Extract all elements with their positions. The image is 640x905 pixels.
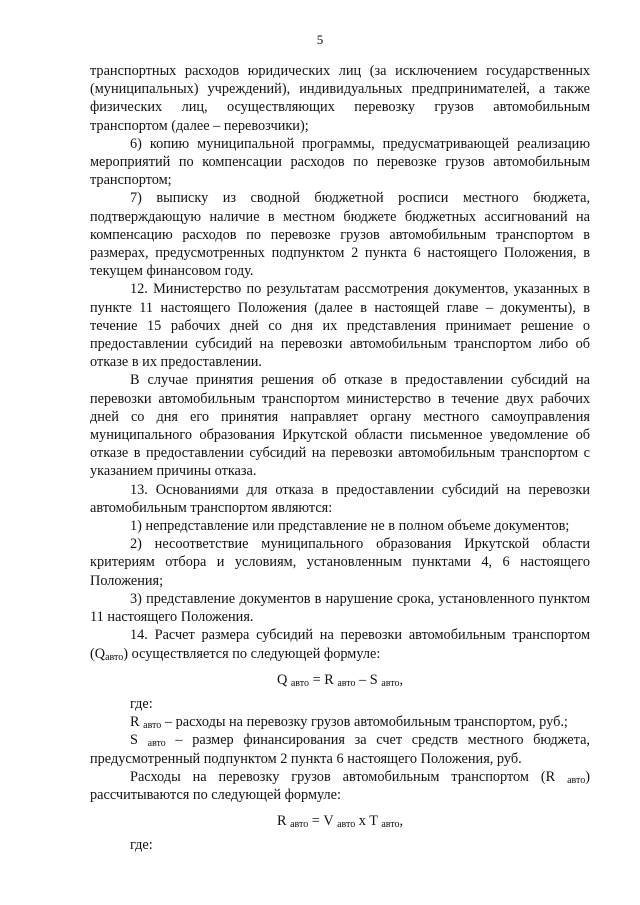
paragraph-item-7: 7) выписку из сводной бюджетной росписи местного бюджета, подтверждающую наличие в местном бюджете бюджетных ассигнований на компенсацию расходов по перевозке грузов автомобильным транспортом в размерах, предусмотренных подпунктом 2 пункта 6 настоящего Положения, в текущем финансовом году. [90, 190, 590, 280]
where-label-2: где: [130, 837, 153, 854]
where-label-1: где: [130, 695, 153, 712]
paragraph-14: 14. Расчет размера субсидий на перевозки автомобильным транспортом $(Q_{авто})$ осуществляется по следующей формуле: [90, 627, 590, 663]
paragraph-continuation: транспортных расходов юридических лиц (за исключением государственных (муниципальных) учреждений), индивидуальных предпринимателей, а также физических лиц, осуществляющих перевозку грузов автомобильным транспортом (далее – перевозчики); [90, 63, 590, 134]
paragraph-r-auto-intro: Расходы на перевозку грузов автомобильным транспортом (R $_{авто}$) рассчитываются по следующей формуле: [90, 768, 590, 803]
page-number: 5 [316, 32, 324, 47]
paragraph-item-6: 6) копию муниципальной программы, предусматривающей реализацию мероприятий по компенсации расходов по перевозке грузов автомобильным транспортом; [90, 135, 590, 189]
paragraph-12: 12. Министерство по результатам рассмотрения документов, указанных в пункте 11 настоящего Положения (далее в настоящей главе – документы), в течение 15 рабочих дней со дня их представления принимает решение о предоставлении субсидий на перевозки автомобильным транспортом либо об отказе в их предоставлении. [90, 281, 590, 371]
document-body [90, 62, 590, 855]
formula-q-auto: Q $_{авто}$ = R $_{авто}$ – S $_{авто}$, [276, 671, 404, 689]
definition-r-auto: R $_{авто}$ – расходы на перевозку грузов автомобильным транспортом, руб.; [130, 714, 568, 732]
paragraph-13: 13. Основаниями для отказа в предоставлении субсидий на перевозки автомобильным транспортом являются: [90, 481, 590, 516]
paragraph-13-item-3: 3) представление документов в нарушение срока, установленного пунктом 11 настоящего Положения. [90, 590, 590, 626]
definition-s-auto: S $_{авто}$ – размер финансирования за счет средств местного бюджета, предусмотренный подпунктом 2 пункта 6 настоящего Положения, руб. [90, 732, 590, 767]
paragraph-13-item-1: 1) непредставление или представление не в полном объеме документов; [130, 518, 570, 535]
paragraph-13-item-2: 2) несоответствие муниципального образования Иркутской области критериям отбора и условиям, установленным пунктами 4, 6 настоящего Положения; [90, 536, 590, 589]
formula-r-auto: R $_{авто}$ = V $_{авто}$ x T $_{авто}$, [276, 813, 404, 831]
paragraph-refusal-notice: В случае принятия решения об отказе в предоставлении субсидий на перевозки автомобильным транспортом министерство в течение двух рабочих дней со дня его принятия направляет органу местного самоуправления муниципального образования Иркутской области письменное уведомление об отказе в предоставлении субсидий на перевозки автомобильным транспортом с указанием причины отказа. [90, 372, 590, 480]
